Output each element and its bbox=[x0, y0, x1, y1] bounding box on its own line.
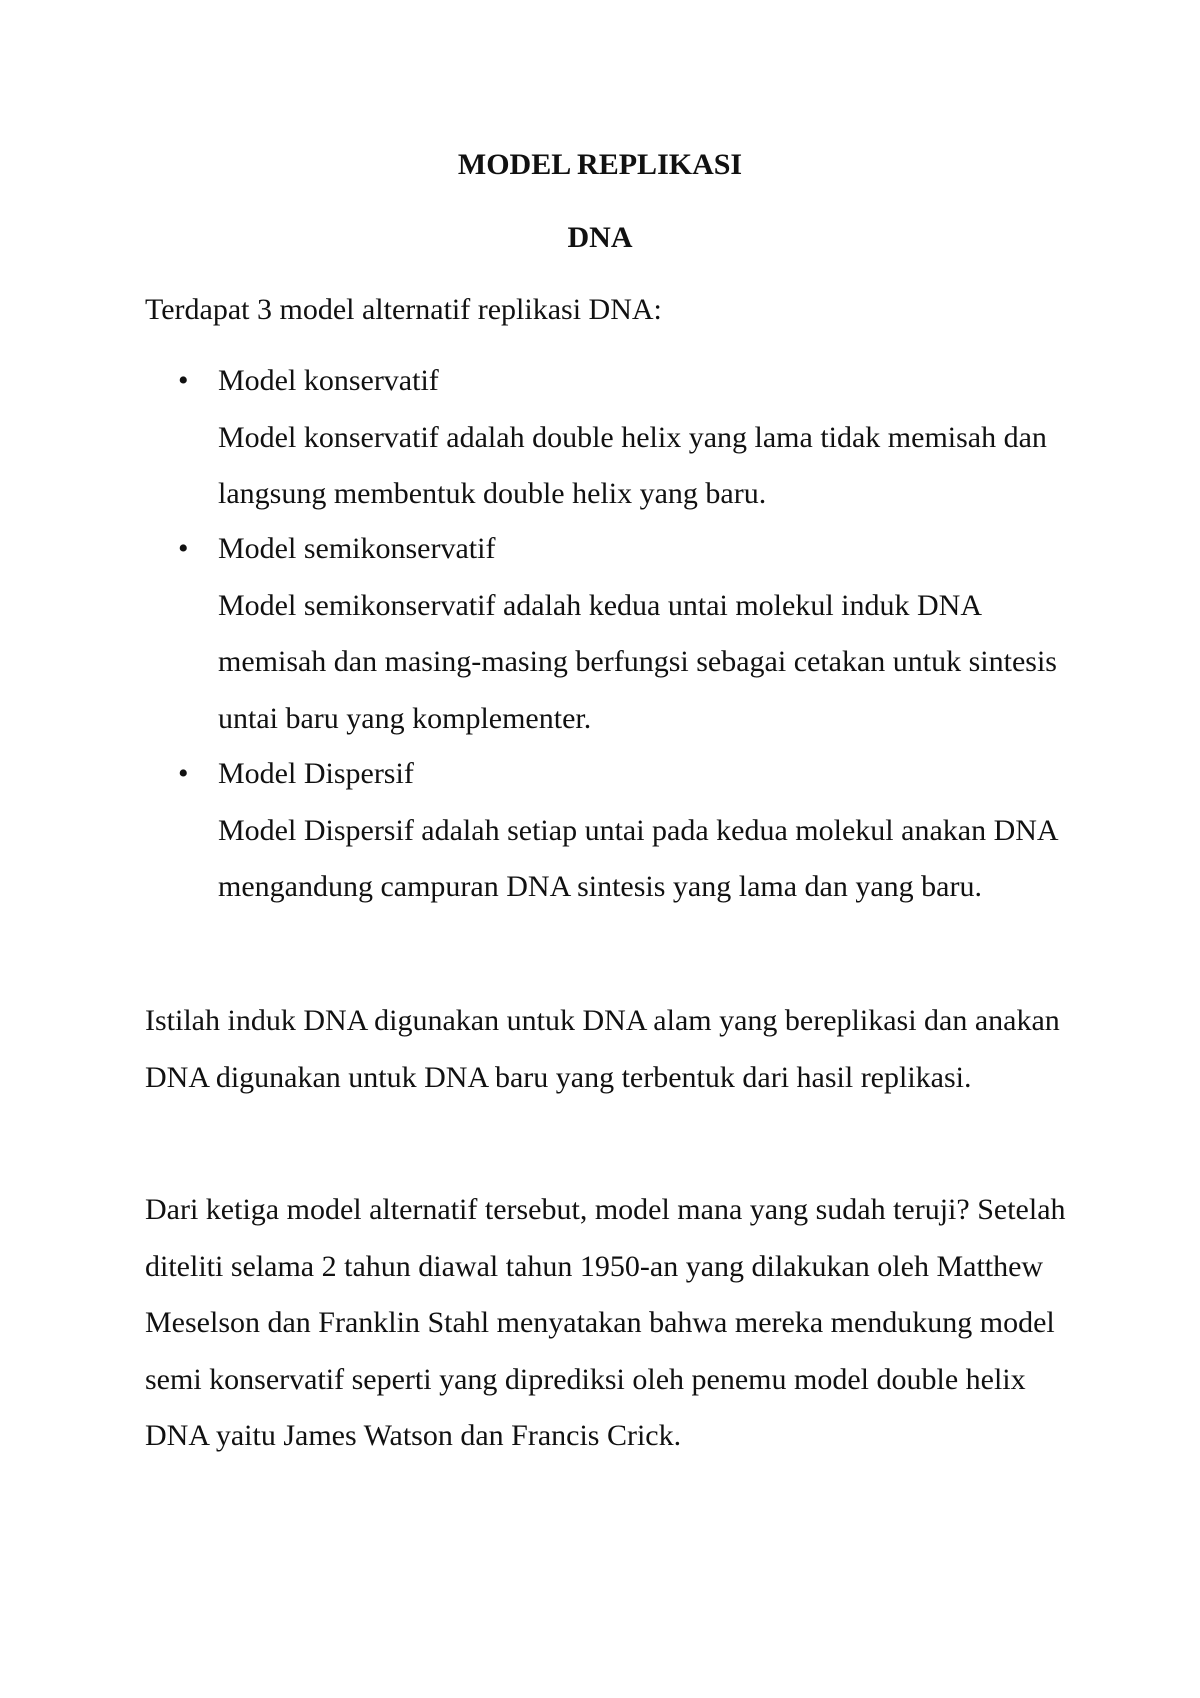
list-item-body bbox=[218, 353, 1078, 523]
model-description: Model Dispersif adalah setiap untai pada kedua molekul anakan DNA mengandung campuran DNA sintesis yang lama dan yang baru. bbox=[218, 813, 1057, 903]
list-item-body bbox=[218, 746, 1078, 916]
bullet-icon: • bbox=[178, 532, 189, 565]
bullet-icon: • bbox=[178, 364, 189, 397]
istilah-paragraph: Istilah induk DNA digunakan untuk DNA alam yang bereplikasi dan anakan DNA digunakan untuk DNA baru yang terbentuk dari hasil replikasi. bbox=[145, 1004, 1060, 1094]
model-heading: Model Dispersif bbox=[218, 757, 414, 790]
model-heading: Model semikonservatif bbox=[218, 532, 496, 565]
page-title: MODEL REPLIKASI bbox=[457, 148, 743, 181]
list-item-body bbox=[218, 521, 1078, 747]
page-subtitle: DNA bbox=[567, 221, 633, 254]
model-description: Model semikonservatif adalah kedua untai molekul induk DNA memisah dan masing-masing berfungsi sebagai cetakan untuk sintesis untai baru yang komplementer. bbox=[218, 588, 1057, 735]
model-description: Model konservatif adalah double helix yang lama tidak memisah dan langsung membentuk double helix yang baru. bbox=[218, 420, 1047, 510]
bullet-icon: • bbox=[178, 757, 189, 790]
conclusion-paragraph: Dari ketiga model alternatif tersebut, model mana yang sudah teruji? Setelah diteliti selama 2 tahun diawal tahun 1950-an yang dilakukan oleh Matthew Meselson dan Franklin Stahl menyatakan bahwa mereka mendukung model semi konservatif seperti yang diprediksi oleh penemu model double helix DNA yaitu James Watson dan Francis Crick. bbox=[145, 1193, 1066, 1452]
model-heading: Model konservatif bbox=[218, 364, 439, 397]
intro-paragraph: Terdapat 3 model alternatif replikasi DNA: bbox=[145, 293, 662, 326]
